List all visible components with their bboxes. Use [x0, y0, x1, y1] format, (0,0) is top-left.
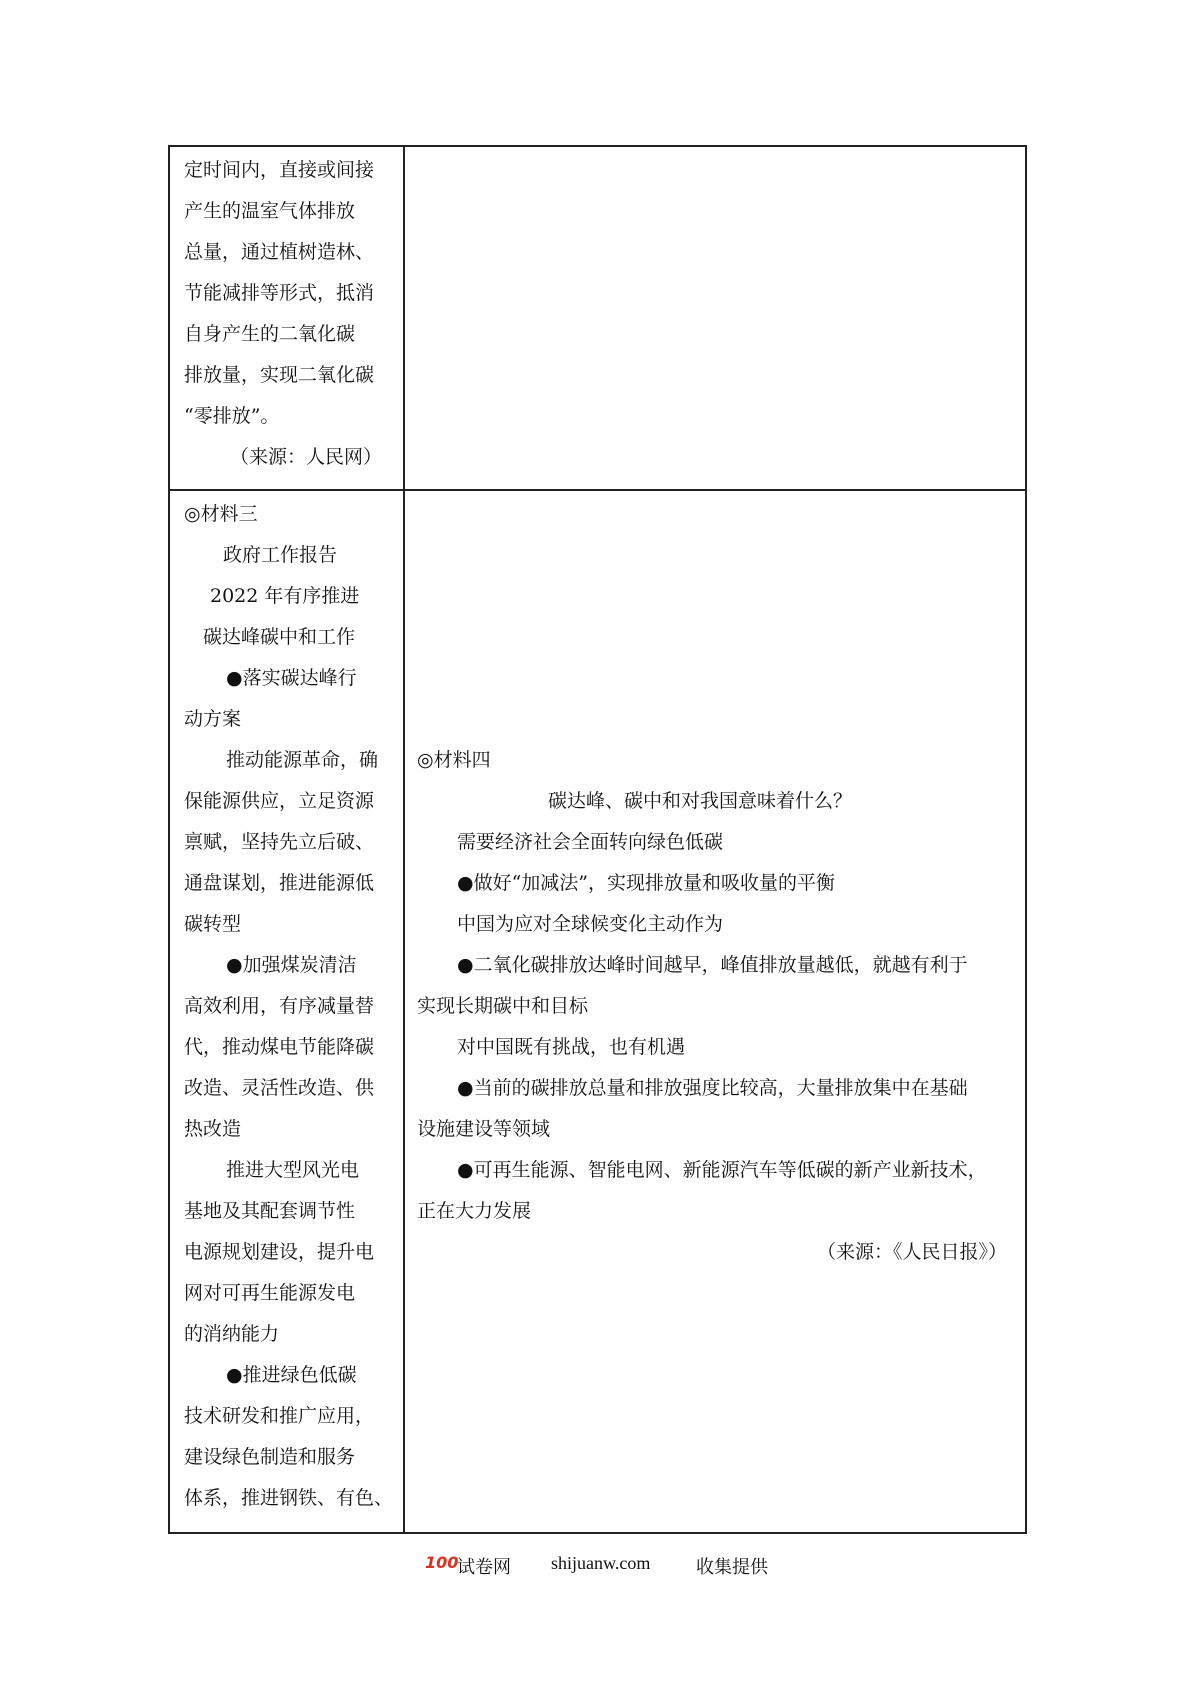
- text-line: 的消纳能力: [184, 1323, 280, 1345]
- text-line: 通盘谋划，推进能源低: [184, 872, 375, 894]
- site-url: shijuanw.com: [551, 1553, 651, 1573]
- text-line: 设施建设等领域: [417, 1118, 551, 1140]
- text-line: ●当前的碳排放总量和排放强度比较高，大量排放集中在基础: [457, 1077, 968, 1099]
- text-line: 体系，推进钢铁、有色、: [184, 1487, 394, 1509]
- material-table-top: [168, 145, 1027, 491]
- material-table-bottom: [168, 489, 1027, 1534]
- text-line: 产生的温室气体排放: [184, 200, 356, 222]
- text-line: 实现长期碳中和目标: [417, 995, 589, 1017]
- column-divider: [403, 491, 405, 1532]
- text-line: 网对可再生能源发电: [184, 1282, 356, 1304]
- text-line: 对中国既有挑战，也有机遇: [457, 1036, 686, 1058]
- text-line: 动方案: [184, 708, 242, 730]
- text-line: 高效利用，有序减量替: [184, 995, 375, 1017]
- text-line: 排放量，实现二氧化碳: [184, 364, 375, 386]
- text-line: ●落实碳达峰行: [226, 667, 357, 689]
- text-line: 保能源供应，立足资源: [184, 790, 375, 812]
- material-4-heading: ◎材料四: [417, 749, 491, 771]
- text-line: 电源规划建设，提升电: [184, 1241, 375, 1263]
- text-line: “零排放”。: [184, 405, 280, 427]
- source-label: （来源：人民网）: [230, 446, 383, 468]
- left-cell-top: [170, 147, 403, 489]
- text-line: 推动能源革命，确: [226, 749, 379, 771]
- page-footer: [0, 1553, 1191, 1583]
- material-3-heading: ◎材料三: [184, 503, 258, 525]
- text-line: 正在大力发展: [417, 1200, 532, 1222]
- material-4-title: 碳达峰、碳中和对我国意味着什么？: [548, 790, 853, 812]
- text-line: 推进大型风光电: [226, 1159, 360, 1181]
- text-line: 定时间内，直接或间接: [184, 159, 375, 181]
- text-line: 碳转型: [184, 913, 242, 935]
- text-line: 总量，通过植树造林、: [184, 241, 375, 263]
- site-brand: 试卷网: [457, 1557, 511, 1578]
- text-line: 改造、灵活性改造、供: [184, 1077, 375, 1099]
- column-divider: [403, 147, 405, 489]
- text-line: 基地及其配套调节性: [184, 1200, 356, 1222]
- text-line: 技术研发和推广应用，: [184, 1405, 375, 1427]
- material-3-title: 政府工作报告: [223, 544, 338, 566]
- text-line: ●二氧化碳排放达峰时间越早，峰值排放量越低，就越有利于: [457, 954, 968, 976]
- text-line: 代，推动煤电节能降碳: [184, 1036, 375, 1058]
- text-line: 需要经济社会全面转向绿色低碳: [457, 831, 724, 853]
- text-line: 建设绿色制造和服务: [184, 1446, 356, 1468]
- text-line: 节能减排等形式，抵消: [184, 282, 375, 304]
- material-3-title: 2022 年有序推进: [210, 585, 360, 607]
- site-logo: 100: [425, 1553, 459, 1572]
- material-3-title: 碳达峰碳中和工作: [203, 626, 356, 648]
- text-line: 自身产生的二氧化碳: [184, 323, 356, 345]
- left-cell-material-3: [170, 491, 403, 1532]
- text-line: 中国为应对全球候变化主动作为: [457, 913, 724, 935]
- footer-note: 收集提供: [696, 1557, 768, 1578]
- text-line: 热改造: [184, 1118, 242, 1140]
- text-line: ●加强煤炭清洁: [226, 954, 357, 976]
- text-line: 禀赋，坚持先立后破、: [184, 831, 375, 853]
- text-line: ●可再生能源、智能电网、新能源汽车等低碳的新产业新技术，: [457, 1159, 987, 1181]
- text-line: ●推进绿色低碳: [226, 1364, 357, 1386]
- source-label: （来源：《人民日报》）: [817, 1241, 1008, 1263]
- text-line: ●做好“加减法”，实现排放量和吸收量的平衡: [457, 872, 836, 894]
